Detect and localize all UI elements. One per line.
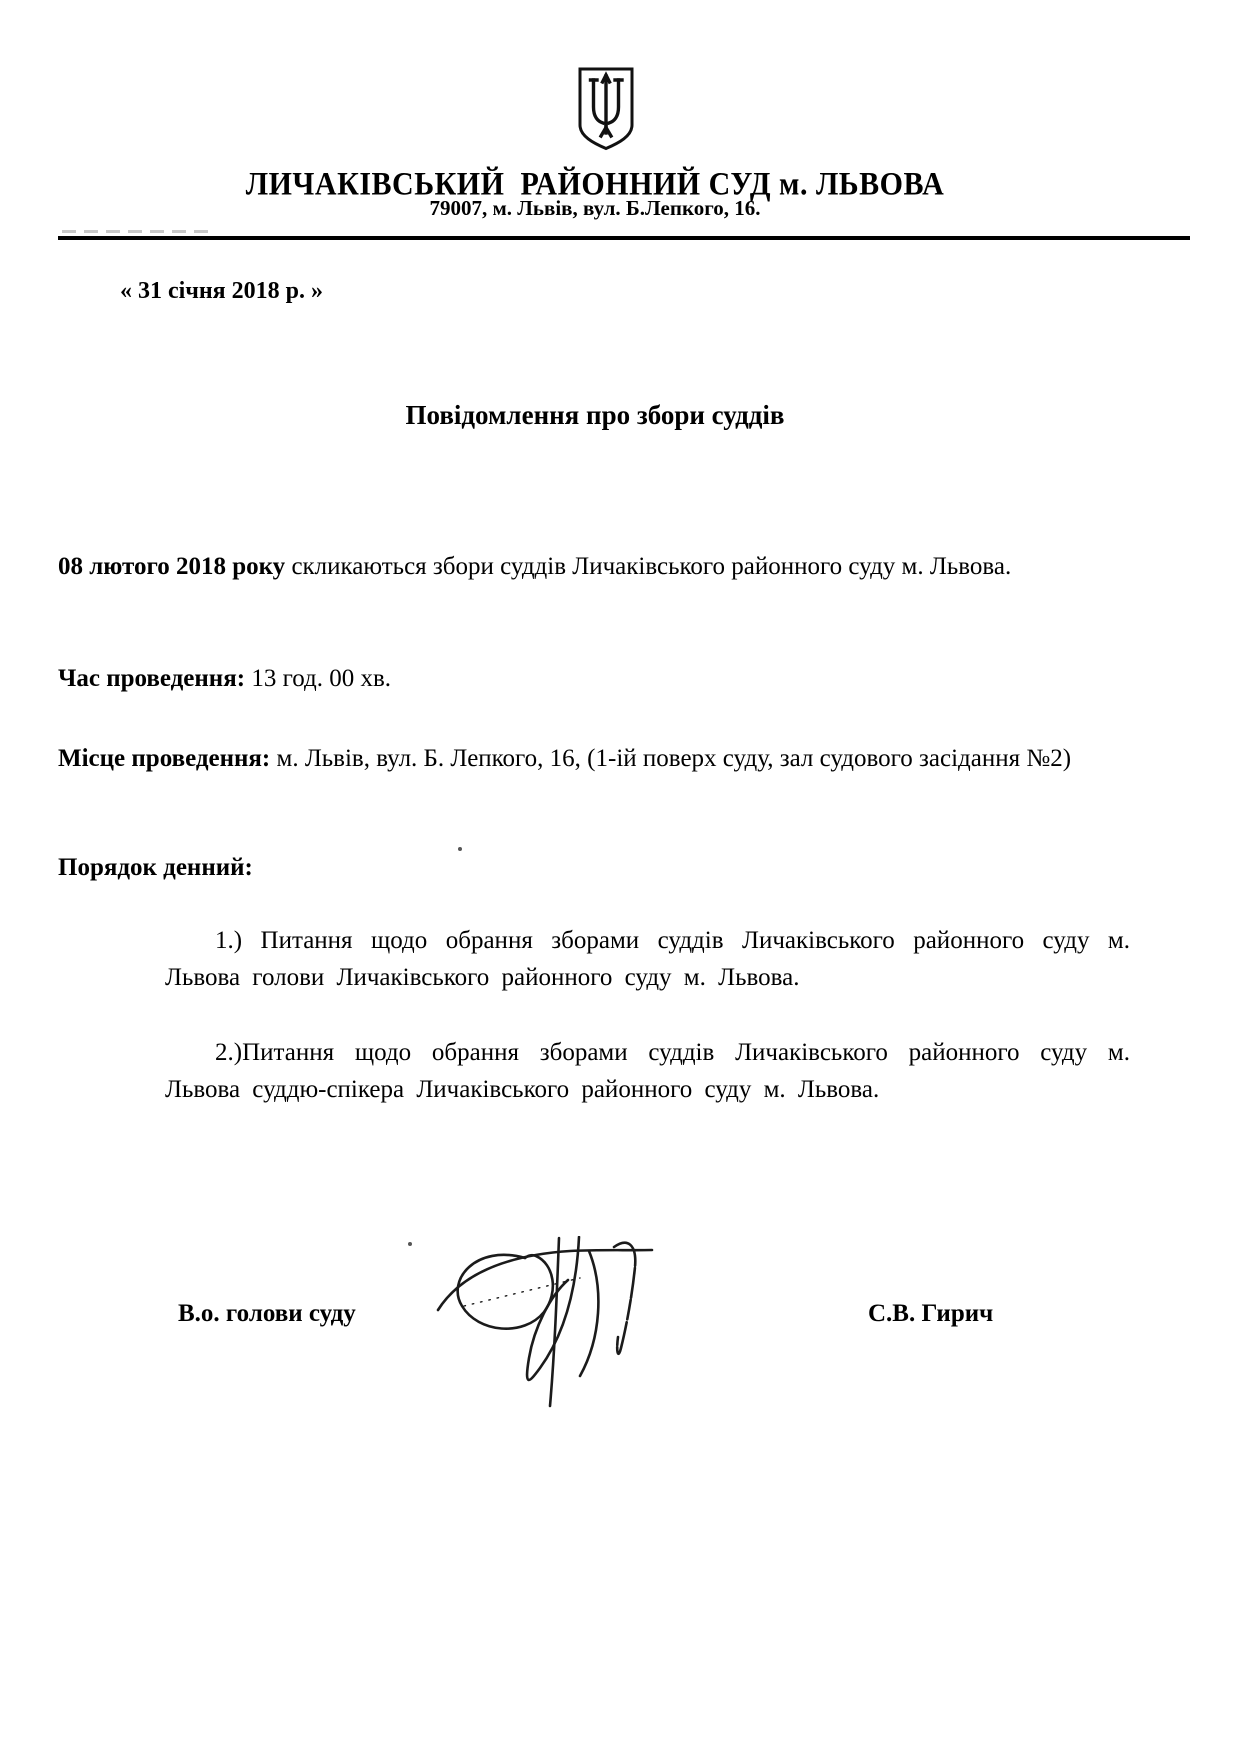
- court-address: 79007, м. Львів, вул. Б.Лепкого, 16.: [429, 196, 761, 220]
- meeting-time-value: 13 год. 00 хв.: [245, 665, 391, 692]
- ukraine-coat-of-arms-icon: [576, 66, 636, 150]
- announcement-date-bold: 08 лютого 2018 року: [58, 553, 286, 580]
- meeting-time: [58, 660, 1103, 697]
- meeting-place-label: Місце проведення:: [58, 745, 271, 772]
- meeting-place: [58, 740, 1103, 777]
- meeting-time-label: Час проведення:: [58, 665, 246, 692]
- scan-artifact-dot: [408, 1242, 412, 1246]
- handwritten-signature-icon: [428, 1236, 666, 1418]
- document-date: « 31 січня 2018 р. »: [120, 278, 324, 304]
- scan-artifact-dashes: [62, 230, 212, 233]
- agenda-item-1: 1.) Питання щодо обрання зборами суддів Личаківського районного суду м. Львова голови Личаківського районного суду м. Львова.: [165, 927, 1130, 991]
- scan-artifact-dot: [458, 847, 462, 851]
- header-divider: [58, 236, 1190, 240]
- signer-position-label: В.о. голови суду: [178, 1300, 356, 1327]
- signer-name: С.В. Гирич: [868, 1300, 994, 1327]
- announcement-rest: скликаються збори суддів Личаківського районного суду м. Львова.: [285, 553, 1012, 580]
- court-name: ЛИЧАКІВСЬКИЙ РАЙОННИЙ СУД м. ЛЬВОВА: [245, 166, 945, 203]
- agenda-item-2: 2.)Питання щодо обрання зборами суддів Личаківського районного суду м. Львова суддю-спікера Личаківського районного суду м. Львова.: [165, 1039, 1130, 1103]
- announcement-paragraph: [58, 548, 1103, 585]
- document-title: Повідомлення про збори суддів: [405, 400, 785, 430]
- meeting-place-value: м. Львів, вул. Б. Лепкого, 16, (1-ій поверх суду, зал судового засідання №2): [270, 745, 1072, 772]
- agenda-heading: Порядок денний:: [58, 854, 253, 881]
